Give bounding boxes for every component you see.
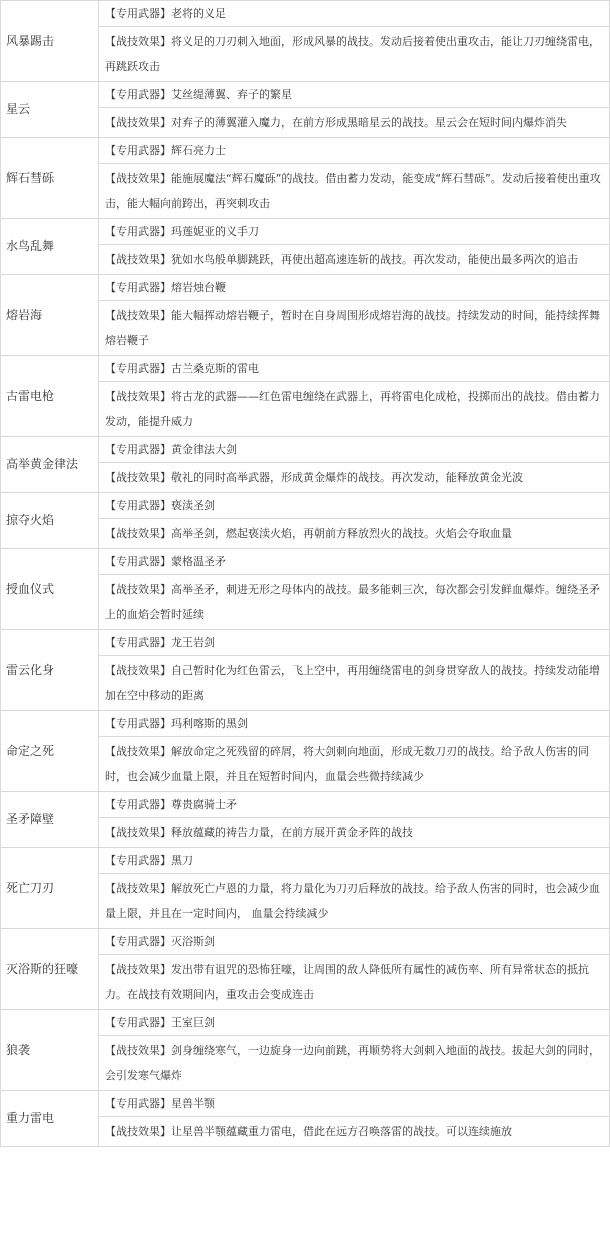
skill-weapon: 【专用武器】玛利喀斯的黑剑 <box>99 711 610 737</box>
skill-effect: 【战技效果】敬礼的同时高举武器，形成黄金爆炸的战技。再次发动，能释放黄金光波 <box>99 463 610 493</box>
skill-row-weapon <box>1 437 610 463</box>
skill-name: 狼袭 <box>1 1010 99 1091</box>
skill-table-body <box>1 1 610 1147</box>
skill-effect: 【战技效果】释放蕴藏的祷告力量，在前方展开黄金矛阵的战技 <box>99 818 610 848</box>
skill-name: 重力雷电 <box>1 1091 99 1147</box>
skill-name: 辉石彗砾 <box>1 138 99 219</box>
skill-row-weapon <box>1 1091 610 1117</box>
skill-row-weapon <box>1 848 610 874</box>
skill-weapon: 【专用武器】玛莲妮亚的义手刀 <box>99 219 610 245</box>
skill-effect: 【战技效果】犹如水鸟般单脚跳跃，再使出超高速连斩的战技。再次发动，能使出最多两次的追击 <box>99 245 610 275</box>
skill-weapon: 【专用武器】灭浴斯剑 <box>99 929 610 955</box>
skill-name: 圣矛障壁 <box>1 792 99 848</box>
skill-effect: 【战技效果】能施展魔法“辉石魔砾”的战技。借由蓄力发动，能变成“辉石彗砾”。发动后接着使出重攻击，能大幅向前跨出，再突刺攻击 <box>99 164 610 219</box>
skill-effect: 【战技效果】解放命定之死残留的碎屑，将大剑刺向地面，形成无数刀刃的战技。给予敌人伤害的同时，也会减少血量上限，并且在短暂时间内，血量会些微持续减少 <box>99 737 610 792</box>
skill-effect: 【战技效果】让星兽半颚蕴藏重力雷电，借此在远方召唤落雷的战技。可以连续施放 <box>99 1117 610 1147</box>
skill-row-weapon <box>1 82 610 108</box>
skill-weapon: 【专用武器】老将的义足 <box>99 1 610 27</box>
skill-weapon: 【专用武器】王室巨剑 <box>99 1010 610 1036</box>
skill-row-weapon <box>1 493 610 519</box>
skill-name: 雷云化身 <box>1 630 99 711</box>
skill-name: 命定之死 <box>1 711 99 792</box>
skill-row-weapon <box>1 356 610 382</box>
skill-effect: 【战技效果】高举圣剑，燃起亵渎火焰，再朝前方释放烈火的战技。火焰会夺取血量 <box>99 519 610 549</box>
skill-name: 死亡刀刃 <box>1 848 99 929</box>
skill-weapon: 【专用武器】辉石亮力士 <box>99 138 610 164</box>
skill-weapon: 【专用武器】黑刀 <box>99 848 610 874</box>
skill-row-weapon <box>1 138 610 164</box>
skill-effect: 【战技效果】能大幅挥动熔岩鞭子，暂时在自身周围形成熔岩海的战技。持续发动的时间，能持续挥舞熔岩鞭子 <box>99 301 610 356</box>
skill-effect: 【战技效果】剑身缠绕寒气，一边旋身一边向前跳，再顺势将大剑刺入地面的战技。拔起大剑的同时，会引发寒气爆炸 <box>99 1036 610 1091</box>
skill-row-weapon <box>1 792 610 818</box>
skill-weapon: 【专用武器】亵渎圣剑 <box>99 493 610 519</box>
skill-name: 水鸟乱舞 <box>1 219 99 275</box>
skill-weapon: 【专用武器】尊贵腐骑士矛 <box>99 792 610 818</box>
skill-name: 古雷电枪 <box>1 356 99 437</box>
skill-row-weapon <box>1 1 610 27</box>
skill-effect: 【战技效果】发出带有诅咒的恐怖狂嚎，让周围的敌人降低所有属性的减伤率、所有异常状态的抵抗力。在战技有效期间内，重攻击会变成连击 <box>99 955 610 1010</box>
skill-name: 掠夺火焰 <box>1 493 99 549</box>
skill-weapon: 【专用武器】熔岩烛台鞭 <box>99 275 610 301</box>
skill-row-weapon <box>1 929 610 955</box>
skill-row-weapon <box>1 275 610 301</box>
skill-name: 星云 <box>1 82 99 138</box>
skill-name: 风暴踢击 <box>1 1 99 82</box>
skill-weapon: 【专用武器】龙王岩剑 <box>99 630 610 656</box>
skill-effect: 【战技效果】自己暂时化为红色雷云，飞上空中，再用缠绕雷电的剑身贯穿敌人的战技。持续发动能增加在空中移动的距离 <box>99 656 610 711</box>
skill-effect: 【战技效果】将义足的刀刃刺入地面，形成风暴的战技。发动后接着使出重攻击，能让刀刃缠绕雷电，再跳跃攻击 <box>99 27 610 82</box>
skill-effect: 【战技效果】高举圣矛，刺进无形之母体内的战技。最多能刺三次，每次都会引发鲜血爆炸。缠绕圣矛上的血焰会暂时延续 <box>99 575 610 630</box>
skill-name: 灭浴斯的狂嚎 <box>1 929 99 1010</box>
skill-weapon: 【专用武器】蒙格温圣矛 <box>99 549 610 575</box>
skill-name: 授血仪式 <box>1 549 99 630</box>
skill-row-weapon <box>1 219 610 245</box>
skill-weapon: 【专用武器】星兽半颚 <box>99 1091 610 1117</box>
skill-row-weapon <box>1 630 610 656</box>
skill-row-weapon <box>1 1010 610 1036</box>
skill-row-weapon <box>1 711 610 737</box>
skill-weapon: 【专用武器】黄金律法大剑 <box>99 437 610 463</box>
skill-effect: 【战技效果】解放死亡卢恩的力量，将力量化为刀刃后释放的战技。给予敌人伤害的同时，也会减少血量上限，并且在一定时间内， 血量会持续减少 <box>99 874 610 929</box>
skill-weapon: 【专用武器】艾丝缇薄翼、弃子的繁星 <box>99 82 610 108</box>
skill-name: 高举黄金律法 <box>1 437 99 493</box>
skill-weapon: 【专用武器】古兰桑克斯的雷电 <box>99 356 610 382</box>
skill-name: 熔岩海 <box>1 275 99 356</box>
skill-effect: 【战技效果】将古龙的武器——红色雷电缠绕在武器上，再将雷电化成枪，投掷而出的战技。借由蓄力发动，能提升威力 <box>99 382 610 437</box>
skill-row-weapon <box>1 549 610 575</box>
skill-effect: 【战技效果】对弃子的薄翼灌入魔力，在前方形成黑暗星云的战技。星云会在短时间内爆炸消失 <box>99 108 610 138</box>
